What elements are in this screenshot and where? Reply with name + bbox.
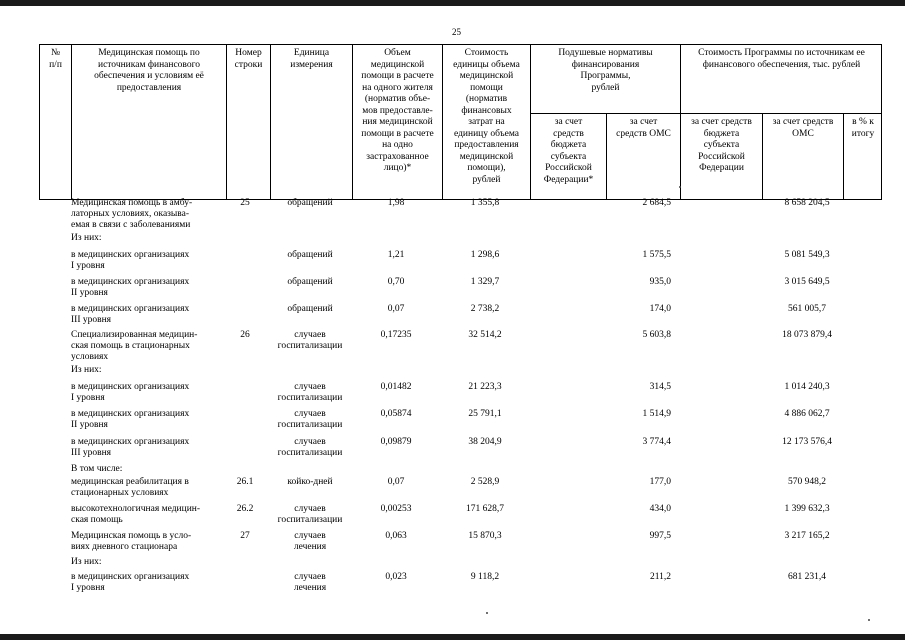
row-unit-cost: 32 514,2 — [468, 330, 502, 340]
row-volume: 0,17235 — [380, 330, 412, 340]
row-name: медицинская реабилитация в стационарных условиях — [71, 477, 189, 498]
scan-speck — [868, 619, 870, 621]
header-volume: Объем медицинской помощи в расчете на одного жителя (норматив объе- мов предоставле- ния медицинской помощи в расчете на одно застрахованное лицо)* — [361, 48, 434, 173]
row-unit: койко-дней — [287, 477, 333, 487]
row-volume: 0,023 — [385, 572, 407, 582]
header-num: № п/п — [49, 48, 62, 70]
row-unit-cost: 1 329,7 — [470, 277, 500, 287]
row-unit-cost: 15 870,3 — [468, 531, 502, 541]
row-name: в медицинских организациях II уровня — [71, 409, 190, 430]
header-unit-cost: Стоимость единицы объема медицинской помощи (норматив финансовых затрат на единицу объема предоставления медицинской помощи), рублей — [453, 48, 520, 185]
row-program-oms: 561 005,7 — [788, 304, 826, 314]
row-unit-cost: 21 223,3 — [468, 382, 502, 392]
row-per-capita-oms: 1 575,5 — [642, 250, 671, 260]
row-volume: 1,98 — [387, 198, 405, 208]
row-program-oms: 1 014 240,3 — [784, 382, 830, 392]
row-name: в медицинских организациях I уровня — [71, 572, 190, 593]
row-unit: случаев лечения — [293, 531, 327, 552]
row-name: в медицинских организациях II уровня — [71, 277, 190, 298]
row-volume: 0,70 — [387, 277, 405, 287]
row-number: 26 — [240, 330, 250, 340]
row-unit: случаев госпитализации — [277, 330, 343, 351]
row-per-capita-oms: 3 774,4 — [642, 437, 671, 447]
row-per-capita-oms: 177,0 — [649, 477, 671, 487]
header-per-capita: Подушевые нормативы финансирования Программы, рублей — [558, 48, 653, 93]
row-per-capita-oms: 174,0 — [649, 304, 671, 314]
scan-speck — [679, 186, 681, 188]
row-number: 26.1 — [236, 477, 254, 487]
row-per-capita-oms: 434,0 — [649, 504, 671, 514]
row-per-capita-oms: 314,5 — [649, 382, 671, 392]
row-number: 25 — [240, 198, 250, 208]
header-program-budget: за счет средств бюджета субъекта Российской Федерации — [691, 117, 752, 173]
row-unit: обращений — [287, 250, 333, 260]
row-name: Из них: — [71, 557, 102, 567]
row-program-oms: 18 073 879,4 — [782, 330, 832, 340]
row-program-oms: 3 217 165,2 — [784, 531, 830, 541]
row-unit-cost: 171 628,7 — [466, 504, 504, 514]
row-number: 26.2 — [236, 504, 254, 514]
scan-edge-bottom — [0, 634, 905, 640]
row-unit: случаев госпитализации — [277, 437, 343, 458]
row-program-oms: 1 399 632,3 — [784, 504, 830, 514]
row-name: в медицинских организациях I уровня — [71, 250, 190, 271]
header-per-capita-oms: за счет средств ОМС — [616, 117, 671, 139]
row-unit-cost: 9 118,2 — [470, 572, 500, 582]
row-per-capita-oms: 997,5 — [649, 531, 671, 541]
row-per-capita-oms: 5 603,8 — [642, 330, 671, 340]
row-volume: 1,21 — [387, 250, 405, 260]
row-unit: случаев госпитализации — [277, 504, 343, 525]
row-per-capita-oms: 1 514,9 — [642, 409, 671, 419]
row-unit: случаев лечения — [293, 572, 327, 593]
row-number: 27 — [240, 531, 250, 541]
row-program-oms: 5 081 549,3 — [784, 250, 830, 260]
row-program-oms: 681 231,4 — [788, 572, 826, 582]
row-unit: обращений — [287, 277, 333, 287]
row-program-oms: 12 173 576,4 — [782, 437, 832, 447]
header-unit: Единица измерения — [290, 48, 333, 70]
row-name: в медицинских организациях III уровня — [71, 437, 190, 458]
row-volume: 0,00253 — [380, 504, 412, 514]
page-number: 25 — [452, 27, 461, 37]
row-name: высокотехнологичная медицин- ская помощь — [71, 504, 201, 525]
row-name: в медицинских организациях III уровня — [71, 304, 190, 325]
row-program-oms: 570 948,2 — [788, 477, 826, 487]
header-program-cost: Стоимость Программы по источникам ее финансового обеспечения, тыс. рублей — [698, 48, 865, 70]
row-unit: случаев госпитализации — [277, 409, 343, 430]
table-header — [39, 44, 882, 200]
row-unit: обращений — [287, 198, 333, 208]
row-per-capita-oms: 935,0 — [649, 277, 671, 287]
row-name: в медицинских организациях I уровня — [71, 382, 190, 403]
row-name: Из них: — [71, 365, 102, 375]
row-name: В том числе: — [71, 464, 123, 474]
row-unit-cost: 38 204,9 — [468, 437, 502, 447]
row-name: Из них: — [71, 233, 102, 243]
row-volume: 0,07 — [387, 304, 405, 314]
header-medical-help: Медицинская помощь по источникам финансового обеспечения и условиям её предоставления — [94, 48, 204, 93]
row-unit: обращений — [287, 304, 333, 314]
header-row-number: Номер строки — [234, 48, 263, 70]
row-name: Медицинская помощь в усло- виях дневного стационара — [71, 531, 192, 552]
row-program-oms: 8 658 204,5 — [784, 198, 830, 208]
row-unit-cost: 1 355,8 — [470, 198, 500, 208]
row-per-capita-oms: 2 684,5 — [642, 198, 671, 208]
row-unit: случаев госпитализации — [277, 382, 343, 403]
header-program-oms: за счет средств ОМС — [772, 117, 834, 139]
row-volume: 0,063 — [385, 531, 407, 541]
row-volume: 0,01482 — [380, 382, 412, 392]
row-unit-cost: 2 738,2 — [470, 304, 500, 314]
row-name: Специализированная медицин- ская помощь в стационарных условиях — [71, 330, 198, 362]
row-program-oms: 4 886 062,7 — [784, 409, 830, 419]
row-unit-cost: 25 791,1 — [468, 409, 502, 419]
row-per-capita-oms: 211,2 — [649, 572, 671, 582]
row-volume: 0,09879 — [380, 437, 412, 447]
scan-edge-top — [0, 0, 905, 6]
row-volume: 0,07 — [387, 477, 405, 487]
scan-speck — [486, 612, 488, 614]
row-program-oms: 3 015 649,5 — [784, 277, 830, 287]
row-unit-cost: 1 298,6 — [470, 250, 500, 260]
row-name: Медицинская помощь в амбу- латорных условиях, оказыва- емая в связи с заболеваниями — [71, 198, 193, 230]
row-unit-cost: 2 528,9 — [470, 477, 500, 487]
header-per-capita-budget: за счет средств бюджета субъекта Российской Федерации* — [543, 117, 594, 185]
header-program-percent: в % к итогу — [851, 117, 875, 139]
row-volume: 0,05874 — [380, 409, 412, 419]
